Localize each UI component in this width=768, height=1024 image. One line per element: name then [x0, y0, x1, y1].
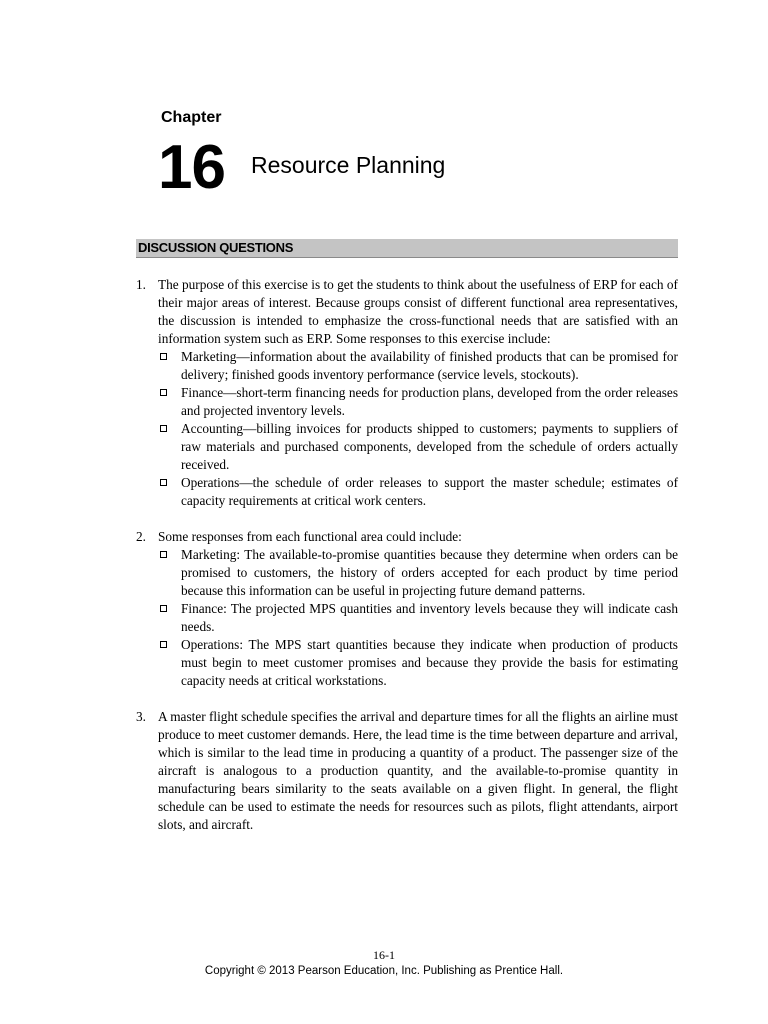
question-text: The purpose of this exercise is to get the students to think about the usefulness of ERP for each of their major areas of interest. Because groups consist of different functional area representatives, the discussion is intended to emphasize the cross-functional needs that are satisfied with an information system such as ERP. Some responses to this exercise include:	[158, 277, 678, 346]
bullet-text: Marketing—information about the availability of finished products that can be promised for delivery; finished goods inventory performance (service levels, stockouts).	[181, 349, 678, 382]
checkbox-bullet-icon	[160, 641, 167, 648]
question-text: Some responses from each functional area could include:	[158, 529, 462, 544]
bullet-text: Accounting—billing invoices for products shipped to customers; payments to suppliers of raw materials and purchased components, developed from the schedule of orders actually received.	[181, 421, 678, 472]
question-number: 1.	[136, 277, 146, 292]
section-heading-bar	[136, 239, 678, 258]
checkbox-bullet-icon	[160, 479, 167, 486]
bullet-item	[158, 474, 678, 510]
chapter-label: Chapter	[161, 109, 222, 126]
chapter-number: 16	[158, 133, 225, 202]
bullet-text: Marketing: The available-to-promise quantities because they determine when orders can be promised to customers, the history of orders accepted for each product by time period because this information can be useful in projecting future demand patterns.	[181, 547, 678, 598]
checkbox-bullet-icon	[160, 551, 167, 558]
bullet-item	[158, 546, 678, 600]
bullet-item	[158, 348, 678, 384]
question-number: 2.	[136, 529, 146, 544]
bullet-item	[158, 384, 678, 420]
question-text: A master flight schedule specifies the arrival and departure times for all the flights an airline must produce to meet customer demands. Here, the lead time is the time between departure and arrival, which is similar to the lead time in producing a quantity of a product. The passenger size of the aircraft is analogous to a production quantity, and the available-to-promise quantity in manufacturing bears similarity to the seats available on a given flight. In general, the flight schedule can be used to estimate the needs for resources such as pilots, flight attendants, airport slots, and aircraft.	[158, 709, 678, 832]
bullet-text: Operations: The MPS start quantities because they indicate when production of products must begin to meet customer promises and because they provide the basis for estimating capacity needs at critical workstations.	[181, 637, 678, 688]
chapter-title: Resource Planning	[251, 152, 446, 178]
section-title: DISCUSSION QUESTIONS	[138, 240, 294, 255]
question-item	[136, 708, 678, 834]
bullet-list	[158, 348, 678, 510]
checkbox-bullet-icon	[160, 353, 167, 360]
bullet-text: Finance—short-term financing needs for production plans, developed from the order releases and projected inventory levels.	[181, 385, 678, 418]
page-footer	[0, 948, 768, 980]
bullet-text: Finance: The projected MPS quantities and inventory levels because they will indicate cash needs.	[181, 601, 678, 634]
bullet-item	[158, 600, 678, 636]
bullet-text: Operations—the schedule of order releases to support the master schedule; estimates of capacity requirements at critical work centers.	[181, 475, 678, 508]
bullet-list	[158, 546, 678, 690]
bullet-item	[158, 636, 678, 690]
question-number: 3.	[136, 709, 146, 724]
copyright-notice: Copyright © 2013 Pearson Education, Inc. Publishing as Prentice Hall.	[204, 965, 564, 977]
page-number: 16-1	[373, 948, 395, 962]
checkbox-bullet-icon	[160, 425, 167, 432]
bullet-item	[158, 420, 678, 474]
question-item	[136, 276, 678, 510]
checkbox-bullet-icon	[160, 389, 167, 396]
checkbox-bullet-icon	[160, 605, 167, 612]
discussion-questions-list	[136, 276, 678, 852]
question-item	[136, 528, 678, 690]
